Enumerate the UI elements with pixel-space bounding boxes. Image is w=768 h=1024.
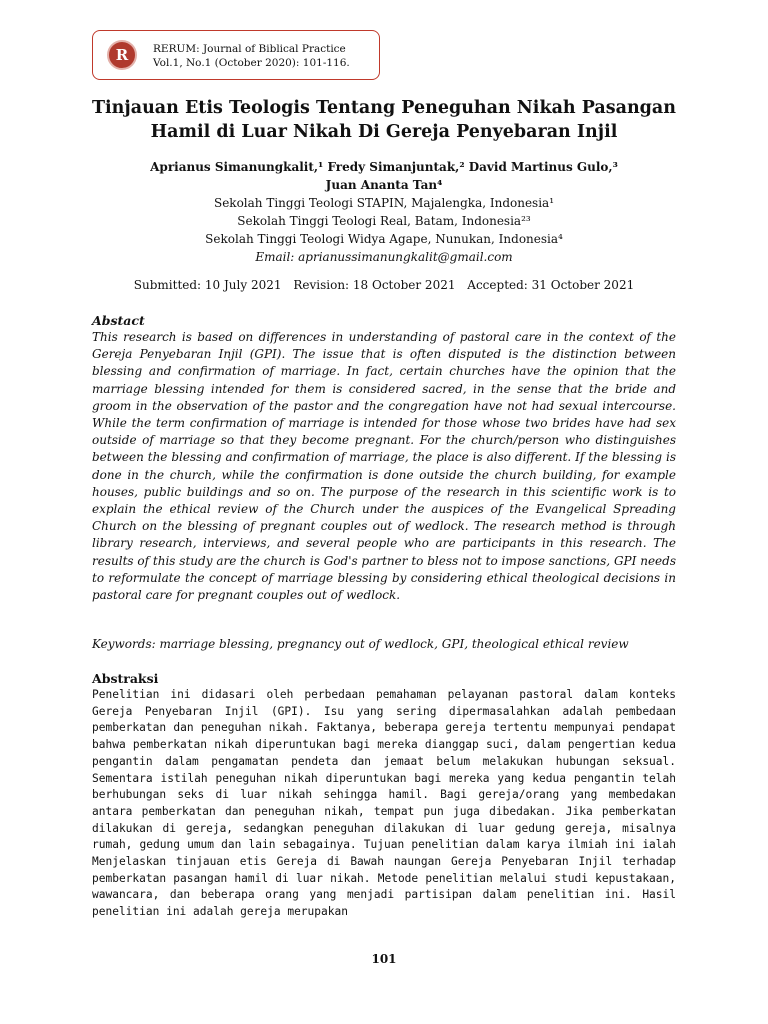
journal-header-box [92,30,380,80]
author-names: Aprianus Simanungkalit,¹ Fredy Simanjuntak,² David Martinus Gulo,³ [150,160,618,174]
abstraksi-heading: Abstraksi [92,671,159,686]
author-email: Email: aprianussimanungkalit@gmail.com [255,250,513,264]
submission-dates [80,278,688,292]
abstraksi-text: Penelitian ini didasari oleh perbedaan pemahaman pelayanan pastoral dalam konteks Gereja Penyebaran Injil (GPI). Isu yang sering dipermasalahkan adalah pembedaan pemberkatan dan peneguhan nikah. Faktanya, beberapa gereja tertentu mempunyai pendapat bahwa pemberkatan nikah diperuntukan bagi mereka dianggap suci, dalam pengertian kedua pengantin dalam pengamatan pendeta dan jemaat belum melakukan hubungan seksual. Sementara istilah peneguhan nikah diperuntukan bagi mereka yang kedua pengantin telah berhubungan seks di luar nikah sehingga hamil. Bagi gereja/orang yang membedakan antara pemberkatan dan peneguhan nikah, tempat pun juga dibedakan. Jika pemberkatan dilakukan di gereja, sedangkan peneguhan dilakukan di luar gedung gereja, misalnya rumah, gedung umum dan lain sebagainya. Tujuan penelitian dalam karya ilmiah ini ialah Menjelaskan tinjauan etis Gereja di Bawah naungan Gereja Penyebaran Injil terhadap pemberkatan pasangan hamil di luar nikah. Metode penelitian melalui studi kepustakaan, wawancara, dan beberapa orang yang menjadi partisipan dalam penelitian ini. Hasil penelitian ini adalah gereja merupakan [92,688,676,919]
journal-citation [153,42,350,70]
author-block [80,158,688,266]
abstract-text: This research is based on differences in understanding of pastoral care in the context of the Gereja Penyebaran Injil (GPI). The issue that is often disputed is the distinction between blessing and confirmation of marriage. In fact, certain churches have the opinion that the marriage blessing intended for them is considered sacred, in the sense that the bride and groom in the observation of the pastor and the congregation have not had sexual intercourse. While the term confirmation of marriage is intended for those whose two brides have had sex outside of marriage so that they become pregnant. For the church/person who distinguishes between the blessing and confirmation of marriage, the place is also different. If the blessing is done in the church, while the confirmation is done outside the church building, for example houses, public buildings and so on. The purpose of the research in this scientific work is to explain the ethical review of the Church under the auspices of the Evangelical Spreading Church on the blessing of pregnant couples out of wedlock. The research method is through library research, interviews, and several people who are participants in this research. The results of this study are the church is God's partner to bless not to impose sanctions, GPI needs to reformulate the concept of marriage blessing by considering ethical theological decisions in pastoral care for pregnant couples out of wedlock. [92,330,676,603]
affiliation-3: Sekolah Tinggi Teologi Widya Agape, Nunukan, Indonesia⁴ [205,232,563,246]
accepted-date: Accepted: 31 October 2021 [467,278,635,292]
journal-logo-icon: R [107,40,137,70]
abstract-heading: Abstact [92,313,145,328]
author-names-cont: Juan Ananta Tan⁴ [325,178,443,192]
submitted-date: Submitted: 10 July 2021 [133,278,282,292]
abstract-indonesian [92,670,676,921]
affiliation-1: Sekolah Tinggi Teologi STAPIN, Majalengka, Indonesia¹ [213,196,555,210]
affiliation-2: Sekolah Tinggi Teologi Real, Batam, Indonesia²³ [237,214,531,228]
journal-volume: Vol.1, No.1 (October 2020): 101-116. [153,57,350,69]
paper-title: Tinjauan Etis Teologis Tentang Peneguhan Nikah Pasangan Hamil di Luar Nikah Di Gereja Penyebaran Injil [92,98,676,142]
abstract-english [92,312,676,604]
journal-name: RERUM: Journal of Biblical Practice [153,43,346,55]
keywords: Keywords: marriage blessing, pregnancy out of wedlock, GPI, theological ethical review [92,637,629,651]
page-number: 101 [371,952,397,966]
revision-date: Revision: 18 October 2021 [293,278,456,292]
